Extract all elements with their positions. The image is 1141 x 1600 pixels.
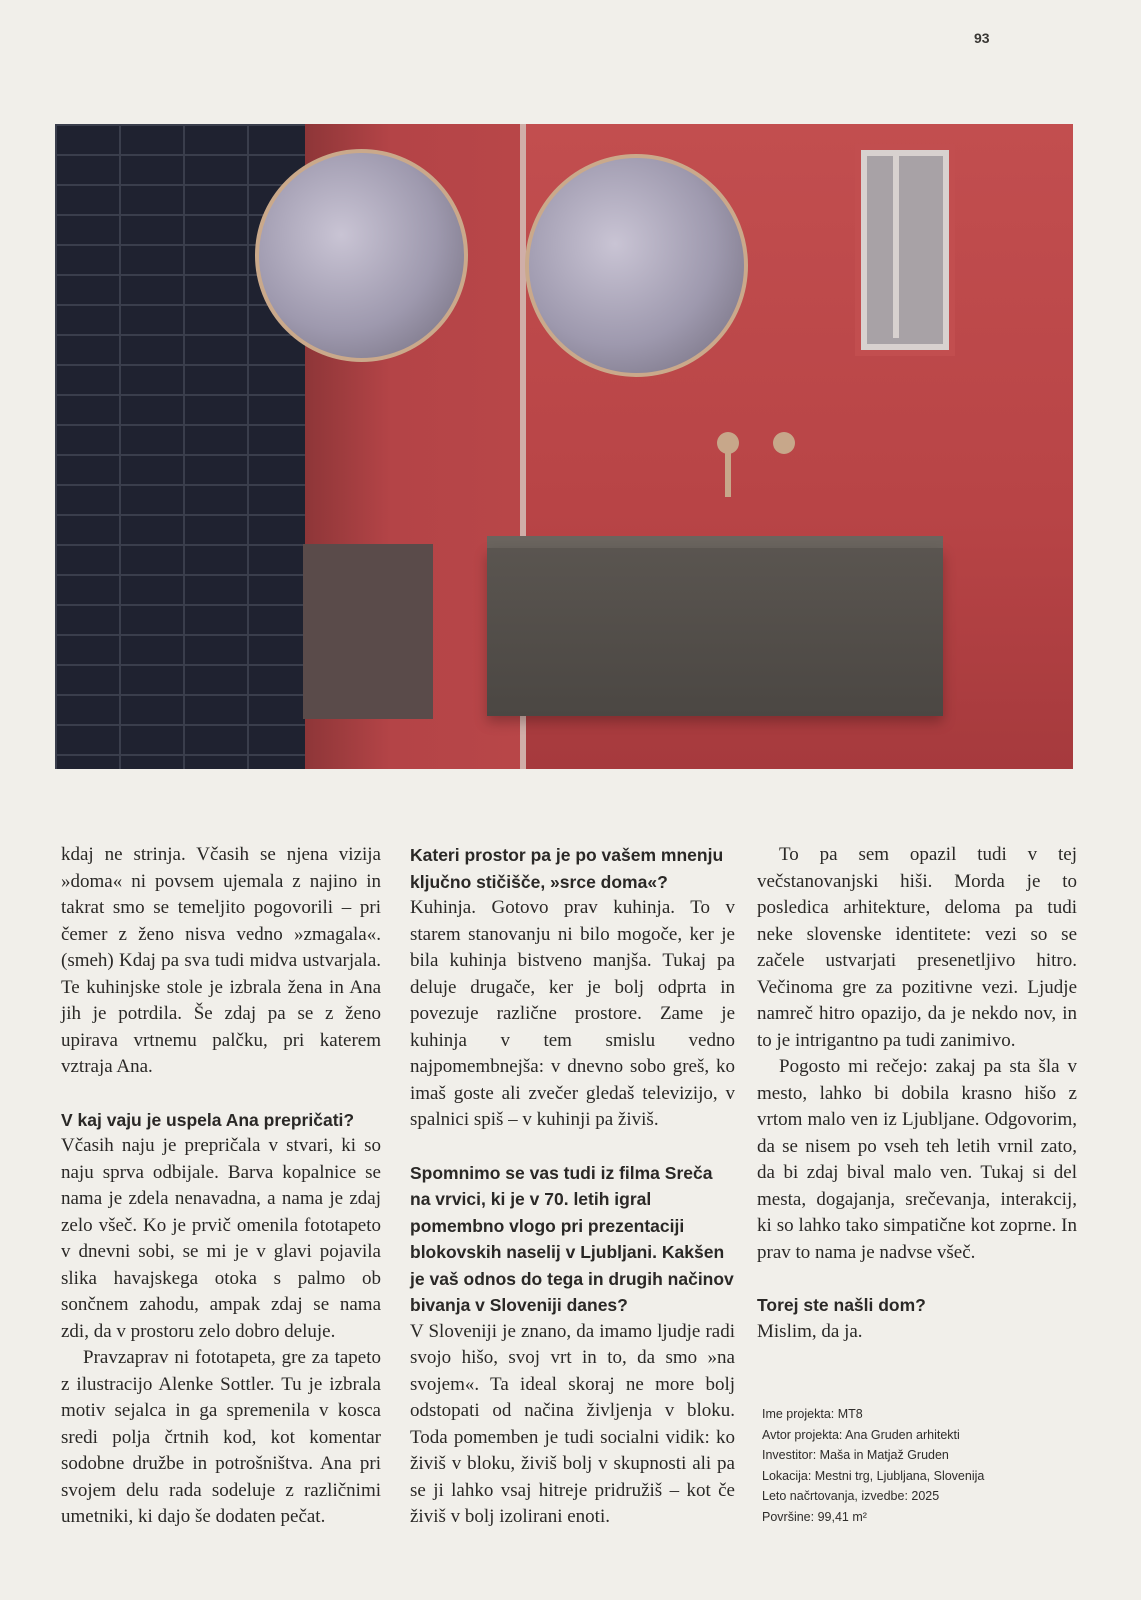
credit-investor: Investitor: Maša in Matjaž Gruden <box>762 1448 949 1462</box>
question: Torej ste našli dom? <box>757 1295 926 1315</box>
credit-location: Lokacija: Mestni trg, Ljubljana, Slovenija <box>762 1468 985 1483</box>
credit-author: Avtor projekta: Ana Gruden arhitekti <box>762 1427 960 1442</box>
window-bar <box>893 150 899 338</box>
paragraph: Včasih naju je prepričala v stvari, ki so naju sprva odbijale. Barva kopalnice se nama je zdela nenavadna, a nama je zdaj zelo všeč. Ko je prvič omenila fototapeto v dnevni sobi, se mi je v glavi pojavila slika havajskega otoka s palmo ob sončnem zahodu, ampak zdaj se nama zdi, da v prostoru zelo dobro deluje. <box>61 1135 381 1342</box>
round-mirror-left <box>255 149 468 362</box>
paragraph: Mislim, da ja. <box>757 1320 863 1342</box>
faucet-spout <box>725 452 731 497</box>
question: V kaj vaju je uspela Ana prepričati? <box>61 1109 355 1130</box>
text-column-1 <box>61 842 381 1531</box>
page-number: 93 <box>974 30 990 46</box>
text-column-2 <box>410 842 735 1531</box>
faucet-spout-base <box>717 432 739 454</box>
paragraph: kdaj ne strinja. Včasih se njena vizija »doma« ni povsem ujemala z najino in takrat smo se temeljito pogovorili – pri čemer z ženo nisva vedno »zmagala«. (smeh) Kdaj pa sva tudi midva ustvarjala. Te kuhinjske stole je izbrala žena in Ana jih je potrdila. Še zdaj pa se z ženo upirava vrtnemu palčku, pri katerem vztraja Ana. <box>61 844 381 1077</box>
paragraph: V Sloveniji je znano, da imamo ljudje radi svojo hišo, svoj vrt in to, da smo »na svojem«. Ta ideal skoraj ne more bolj odstopati od načina življenja v bloku. Toda pomemben je tudi socialni vidik: ko živiš v bloku, živiš bolj v skupnosti ali pa se ji lahko vsaj hitreje pridružiš – kot če živiš v bolj izolirani enoti. <box>410 1320 735 1527</box>
question: Kateri prostor pa je po vašem mnenju ključno stičišče, »srce doma«? <box>410 845 724 892</box>
credit-area: Površine: 99,41 m² <box>762 1509 867 1524</box>
paragraph: To pa sem opazil tudi v tej večstanovanjski hiši. Morda je to posledica arhitekture, deloma pa tudi neke slovenske identitete: vezi so se začele ustvarjati presenetljivo hitro. Večinoma gre za pozitivne vezi. Ljudje namreč hitro opazijo, da je nekdo nov, in to je intrigantno pa tudi zanimivo. <box>757 844 1077 1051</box>
credit-project-name: Ime projekta: MT8 <box>762 1407 863 1421</box>
concrete-basin <box>487 548 943 716</box>
round-mirror-right <box>525 154 748 377</box>
paragraph: Kuhinja. Gotovo prav kuhinja. To v starem stanovanju ni bilo mogoče, ker je bila kuhinja bistveno manjša. Tukaj pa deluje drugače, ker je bolj odprta in povezuje različne prostore. Zame je kuhinja v tem smislu vedno najpomembnejša: v dnevno sobo greš, ko imaš goste ali zvečer gledaš televizijo, v spalnici spiš – v kuhinji pa živiš. <box>410 897 735 1130</box>
faucet-handle <box>773 432 795 454</box>
question: Spomnimo se vas tudi iz filma Sreča na vrvici, ki je v 70. letih igral pomembno vlogo pri prezentaciji blokovskih naselij v Ljubljani. Kakšen je vaš odnos do tega in drugih načinov bivanja v Sloveniji danes? <box>410 1162 734 1315</box>
small-window <box>855 144 955 356</box>
shower-bench <box>303 544 433 719</box>
paragraph: Pravzaprav ni fototapeta, gre za tapeto z ilustracijo Alenke Sottler. Tu je izbrala motiv sejalca in ga spremenila v kosca sredi polja črtnih kod, kot komentar sodobne družbe in potrošništva. Ana pri svojem delu rada sodeluje z različnimi umetniki, ki dajo še dodaten pečat. <box>61 1347 381 1527</box>
paragraph: Pogosto mi rečejo: zakaj pa sta šla v mesto, lahko bi dobila krasno hišo z vrtom malo ven iz Ljubljane. Odgovorim, da se nisem po vseh teh letih vrnil zato, da bi zdaj bival malo ven. Tukaj si del mesta, dogajanja, srečevanja, interakcij, ki so lahko tako simpatične kot zoprne. In prav to nama je nadvse všeč. <box>757 1056 1077 1263</box>
bathroom-photo <box>55 124 1073 769</box>
credit-year: Leto načrtovanja, izvedbe: 2025 <box>762 1489 940 1503</box>
project-credits <box>762 1404 1082 1527</box>
text-column-3 <box>757 842 1077 1345</box>
